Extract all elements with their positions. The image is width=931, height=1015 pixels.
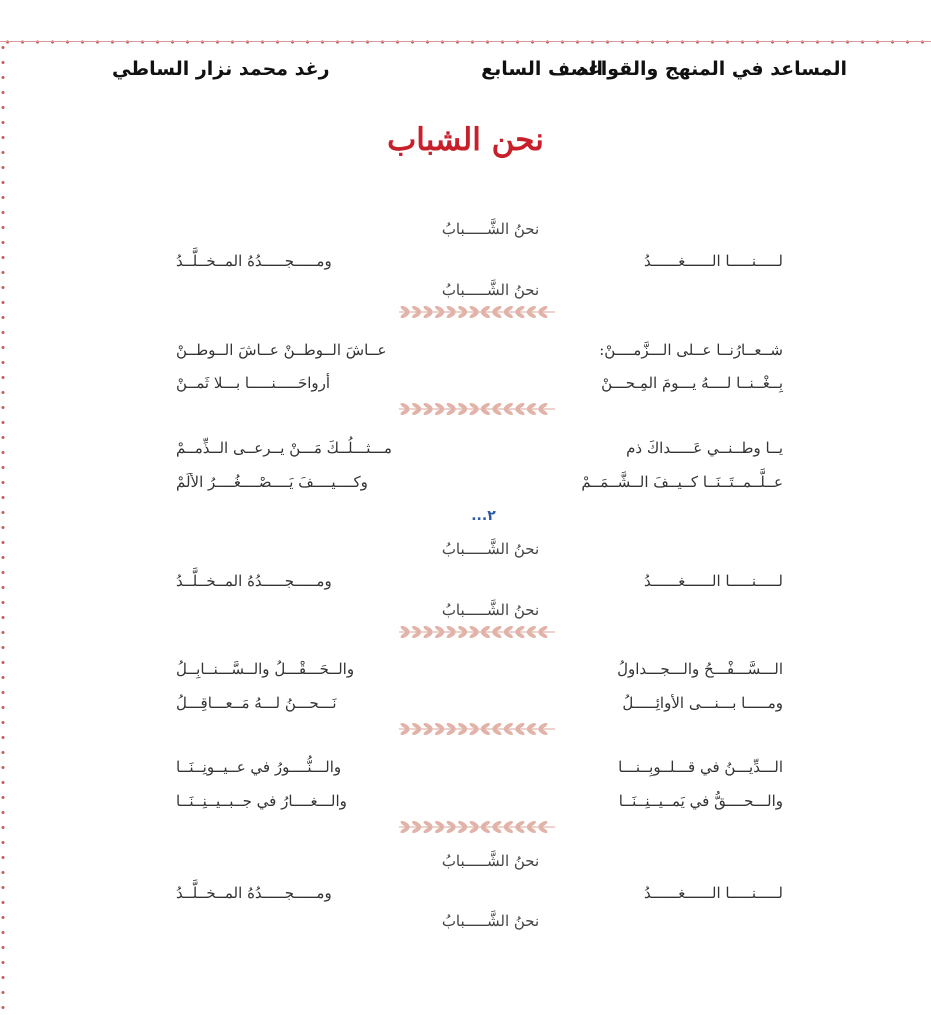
hemistich-right: لـــــنـــــا الــــــغــــــدُ (644, 572, 783, 590)
hemistich-right: شــعــارُنــا عــلى الـــزَّمــــنْ: (599, 341, 783, 359)
leaf-ornament (395, 402, 559, 416)
hemistich-right: بِــغْــنــا لــــهُ يـــومَ المِـحـــنْ (601, 374, 783, 392)
verse (0, 758, 931, 782)
header-subject: المساعد في المنهج والقواعد (576, 58, 847, 80)
hemistich-right: الـــسَّـــفْـــحُ والـــجـــداولُ (617, 660, 783, 678)
chorus-refrain: نحنُ الشَّـــــبابُ (441, 912, 540, 930)
leaf-ornament (395, 625, 559, 639)
header-author: رغد محمد نزار الساطي (112, 58, 330, 80)
hemistich-left: والـــنُّــــورُ في عــيــونِــنَــا (176, 758, 342, 776)
verse (0, 341, 931, 365)
hemistich-right: لـــــنـــــا الــــــغــــــدُ (644, 252, 783, 270)
leaf-ornament-graphic (395, 402, 559, 416)
chorus-verse (0, 884, 931, 908)
hemistich-right: يــا وطــنــي عَـــــداكَ ذم (626, 439, 783, 457)
chorus-refrain: نحنُ الشَّـــــبابُ (441, 601, 540, 619)
hemistich-left: ومـــــجـــــدُهُ المــخــلَّــدُ (176, 884, 332, 902)
header-grade: الصف السابع (481, 58, 603, 80)
hemistich-left: وكــــيــــفَ يَــــصْــــغُــــرُ الألَمْ (176, 473, 368, 491)
hemistich-left: أرواحَـــــنـــــا بـــلا ثَمــنْ (176, 374, 331, 392)
leaf-ornament (395, 305, 559, 319)
verse (0, 439, 931, 463)
hemistich-left: والـــغــــارُ في جــبــيــنِــنَــا (176, 792, 347, 810)
page-marker: ٢... (471, 508, 496, 524)
leaf-ornament-graphic (395, 722, 559, 736)
hemistich-left: عــاشَ الــوطــنْ عــاشَ الــوطــنْ (176, 341, 387, 359)
hemistich-right: والـــحــــقُّ في يَمــيــنِــنَــا (618, 792, 783, 810)
hemistich-left: ومـــــجـــــدُهُ المــخــلَّــدُ (176, 572, 332, 590)
verse (0, 374, 931, 398)
hemistich-right: عــلَّــمــتَــنَــا كــيــفَ الــشَّــمَــمْ (581, 473, 783, 491)
poem-title: نحن الشباب (387, 122, 544, 158)
hemistich-right: ومـــــا بـــنـــى الأوائِـــــلُ (622, 694, 783, 712)
verse (0, 792, 931, 816)
leaf-ornament-graphic (395, 625, 559, 639)
verse (0, 660, 931, 684)
hemistich-left: نَـــحـــنُ لـــهُ مَــعـــاقِـــلُ (176, 694, 337, 712)
hemistich-left: والــحَـــقْـــلُ والــسَّـــنــابِــلُ (176, 660, 355, 678)
chorus-refrain: نحنُ الشَّـــــبابُ (441, 281, 540, 299)
leaf-ornament (395, 820, 559, 834)
hemistich-right: الـــدِّيـــنُ في قـــلــوبِــنـــا (618, 758, 783, 776)
leaf-ornament-graphic (395, 820, 559, 834)
chorus-verse (0, 572, 931, 596)
verse (0, 694, 931, 718)
hemistich-left: ومـــــجـــــدُهُ المــخــلَّــدُ (176, 252, 332, 270)
chorus-verse (0, 252, 931, 276)
chorus-refrain: نحنُ الشَّـــــبابُ (441, 540, 540, 558)
hemistich-right: لـــــنـــــا الــــــغــــــدُ (644, 884, 783, 902)
leaf-ornament (395, 722, 559, 736)
chorus-refrain: نحنُ الشَّـــــبابُ (441, 220, 540, 238)
chorus-refrain: نحنُ الشَّـــــبابُ (441, 852, 540, 870)
leaf-ornament-graphic (395, 305, 559, 319)
verse (0, 473, 931, 497)
hemistich-left: مـــثـــلُــكَ مَـــنْ يــرعــى الــذِّمــمْ (176, 439, 392, 457)
